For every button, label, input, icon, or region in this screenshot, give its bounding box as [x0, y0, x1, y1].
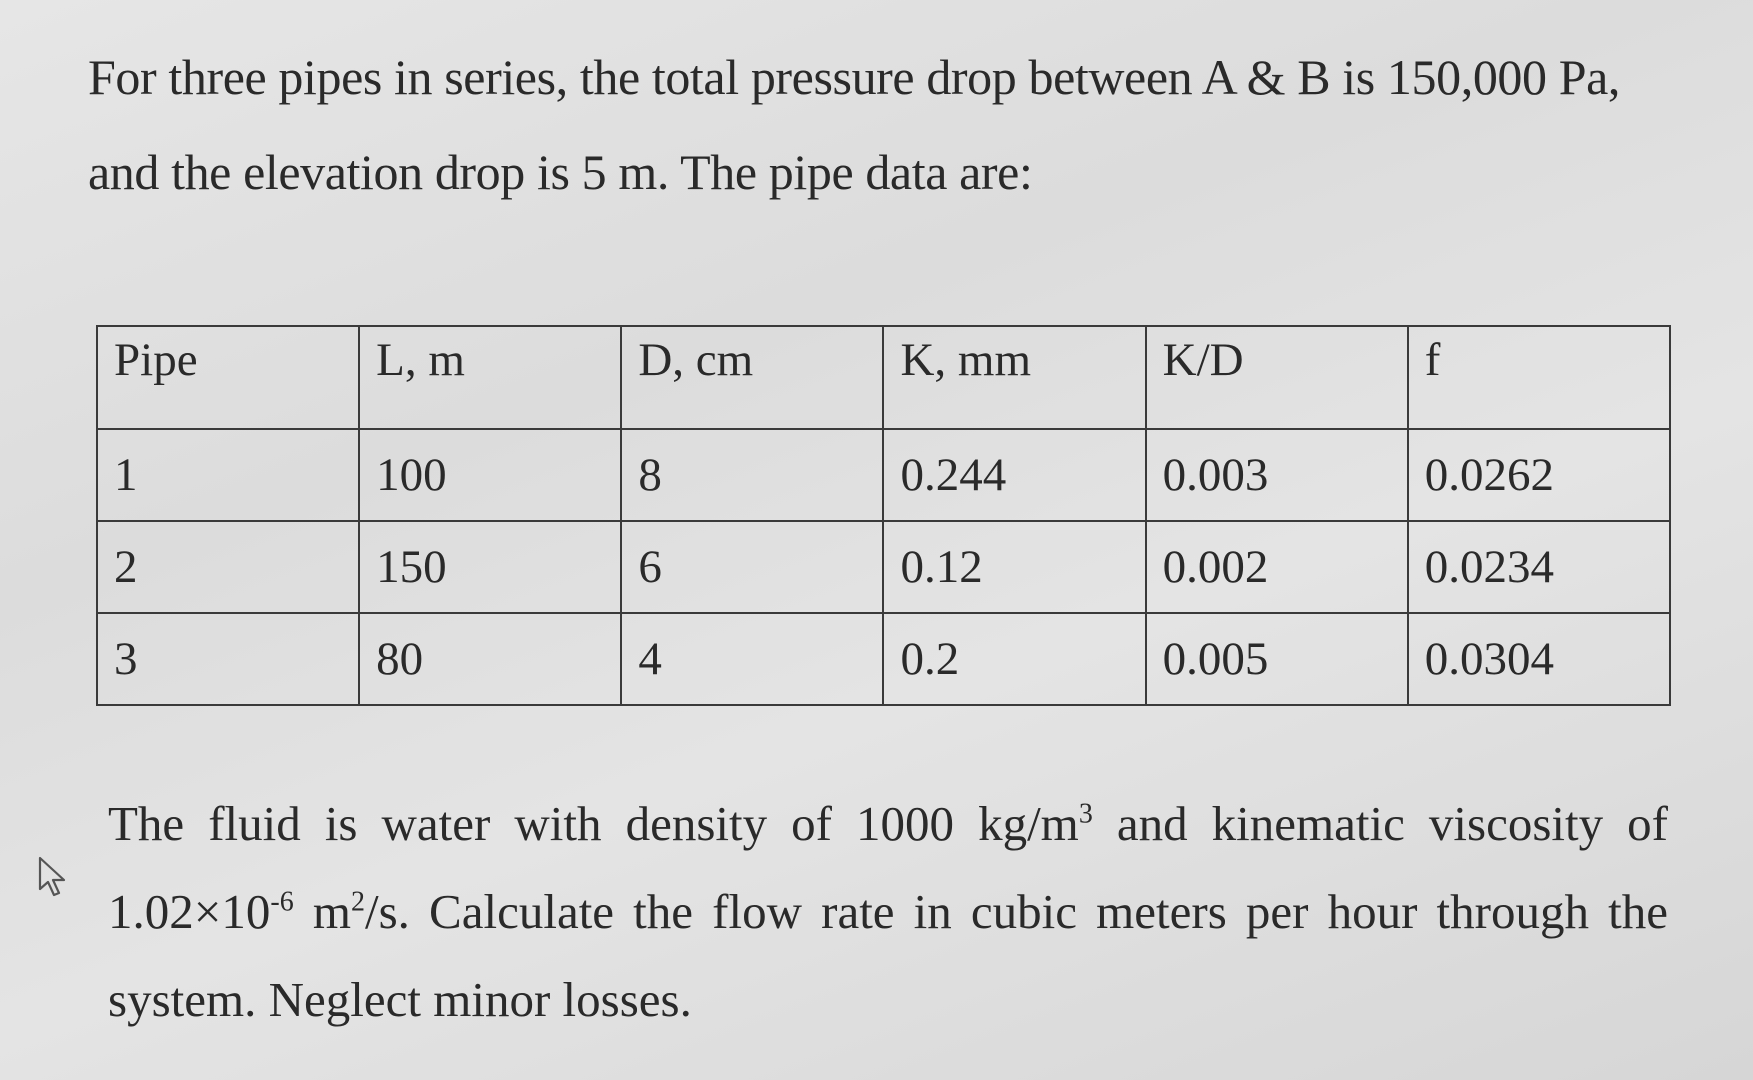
table-cell: 0.005 [1146, 613, 1408, 705]
table-cell: 100 [359, 429, 621, 521]
table-cell: 150 [359, 521, 621, 613]
table-header-row [97, 326, 1670, 429]
mouse-pointer-icon [36, 855, 76, 899]
table-row [97, 613, 1670, 705]
problem-intro [88, 30, 1708, 220]
table-cell: 6 [621, 521, 883, 613]
column-header-diameter: D, cm [621, 326, 883, 429]
table-cell: 0.2 [883, 613, 1145, 705]
intro-line-2: and the elevation drop is 5 m. The pipe data are: [88, 144, 1033, 200]
column-header-relative-roughness: K/D [1146, 326, 1408, 429]
table-cell: 0.002 [1146, 521, 1408, 613]
table-cell: 0.0304 [1408, 613, 1670, 705]
question-line-3: system. Neglect minor losses. [108, 972, 692, 1027]
table-cell: 8 [621, 429, 883, 521]
table-cell: 3 [97, 613, 359, 705]
column-header-length: L, m [359, 326, 621, 429]
table-cell: 0.0234 [1408, 521, 1670, 613]
table-row [97, 521, 1670, 613]
table-cell: 1 [97, 429, 359, 521]
question-line-1: The fluid is water with density of 1000 $kg/m^3$ and kinematic viscosity of [108, 796, 1668, 851]
problem-question [108, 780, 1668, 1044]
intro-line-1: For three pipes in series, the total pressure drop between A & B is 150,000 Pa, [88, 49, 1621, 105]
table-cell: 0.0262 [1408, 429, 1670, 521]
table-cell: 0.244 [883, 429, 1145, 521]
table-cell: 80 [359, 613, 621, 705]
table-cell: 0.003 [1146, 429, 1408, 521]
table-cell: 0.12 [883, 521, 1145, 613]
pipe-data-table [96, 325, 1671, 706]
column-header-friction-factor: f [1408, 326, 1670, 429]
table-cell: 4 [621, 613, 883, 705]
column-header-pipe: Pipe [97, 326, 359, 429]
table-row [97, 429, 1670, 521]
question-line-2: $1.02\times 10^{-6}$ $m^2/s$. Calculate the flow rate in cubic meters per hour through the [108, 884, 1668, 939]
column-header-roughness: K, mm [883, 326, 1145, 429]
table-cell: 2 [97, 521, 359, 613]
